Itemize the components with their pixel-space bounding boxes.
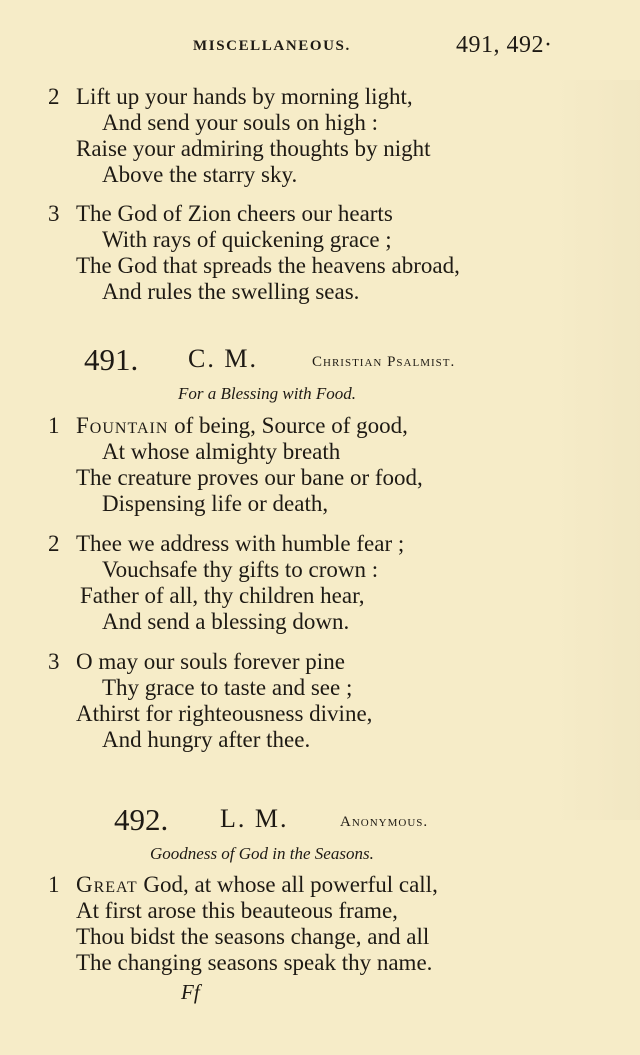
hymn-author: Christian Psalmist. (312, 354, 456, 370)
verse-line: And hungry after thee. (102, 727, 311, 752)
stanza-number: 2 (48, 531, 60, 556)
verse-line: Dispensing life or death, (102, 491, 329, 516)
verse-line: With rays of quickening grace ; (102, 227, 392, 252)
hymn-meter: C. M. (188, 344, 258, 373)
hymn-number: 491. (84, 342, 139, 377)
stanza-number: 3 (48, 649, 60, 674)
page-shading (550, 80, 640, 820)
first-word: Great (76, 872, 138, 897)
verse-line: At first arose this beauteous frame, (76, 898, 398, 923)
verse-line: At whose almighty breath (102, 439, 341, 464)
verse-line: Lift up your hands by morning light, (76, 84, 413, 109)
running-head (0, 32, 640, 66)
verse-line: Thy grace to taste and see ; (102, 675, 353, 700)
verse-line: Thee we address with humble fear ; (76, 531, 405, 556)
verse-line: The creature proves our bane or food, (76, 465, 423, 490)
verse-line: Vouchsafe thy gifts to crown : (102, 557, 379, 582)
verse-line (76, 872, 438, 898)
stanza-number: 1 (48, 413, 60, 438)
stanza-number: 2 (48, 84, 60, 109)
hymn-number: 492. (114, 802, 169, 837)
verse-line (76, 413, 408, 439)
first-line-rest: God, at whose all powerful call, (137, 872, 438, 897)
hymn-meter: L. M. (220, 804, 289, 833)
signature-mark: Ff (181, 980, 200, 1004)
hymn-header (0, 342, 640, 382)
verse-line: O may our souls forever pine (76, 649, 345, 674)
hymn-subtitle: For a Blessing with Food. (178, 384, 357, 403)
stanza-number: 3 (48, 201, 60, 226)
first-line-rest: of being, Source of good, (168, 413, 408, 438)
verse-line: Thou bidst the seasons change, and all (76, 924, 430, 949)
verse-line: The God that spreads the heavens abroad, (76, 253, 460, 278)
verse-line: Above the starry sky. (102, 162, 298, 187)
verse-line: Father of all, thy children hear, (80, 583, 365, 608)
first-word: Fountain (76, 413, 169, 438)
verse-line: The changing seasons speak thy name. (76, 950, 433, 975)
page-numbers: 491, 492· (456, 32, 553, 58)
verse-line: And send your souls on high : (102, 110, 378, 135)
hymn-author: Anonymous. (340, 814, 429, 830)
verse-line: Raise your admiring thoughts by night (76, 136, 431, 161)
running-title: MISCELLANEOUS. (193, 38, 351, 54)
hymn-header (0, 802, 640, 842)
verse-line: And send a blessing down. (102, 609, 350, 634)
verse-line: The God of Zion cheers our hearts (76, 201, 393, 226)
stanza-number: 1 (48, 872, 60, 897)
hymn-subtitle: Goodness of God in the Seasons. (150, 844, 374, 863)
verse-line: Athirst for righteousness divine, (76, 701, 373, 726)
verse-line: And rules the swelling seas. (102, 279, 360, 304)
